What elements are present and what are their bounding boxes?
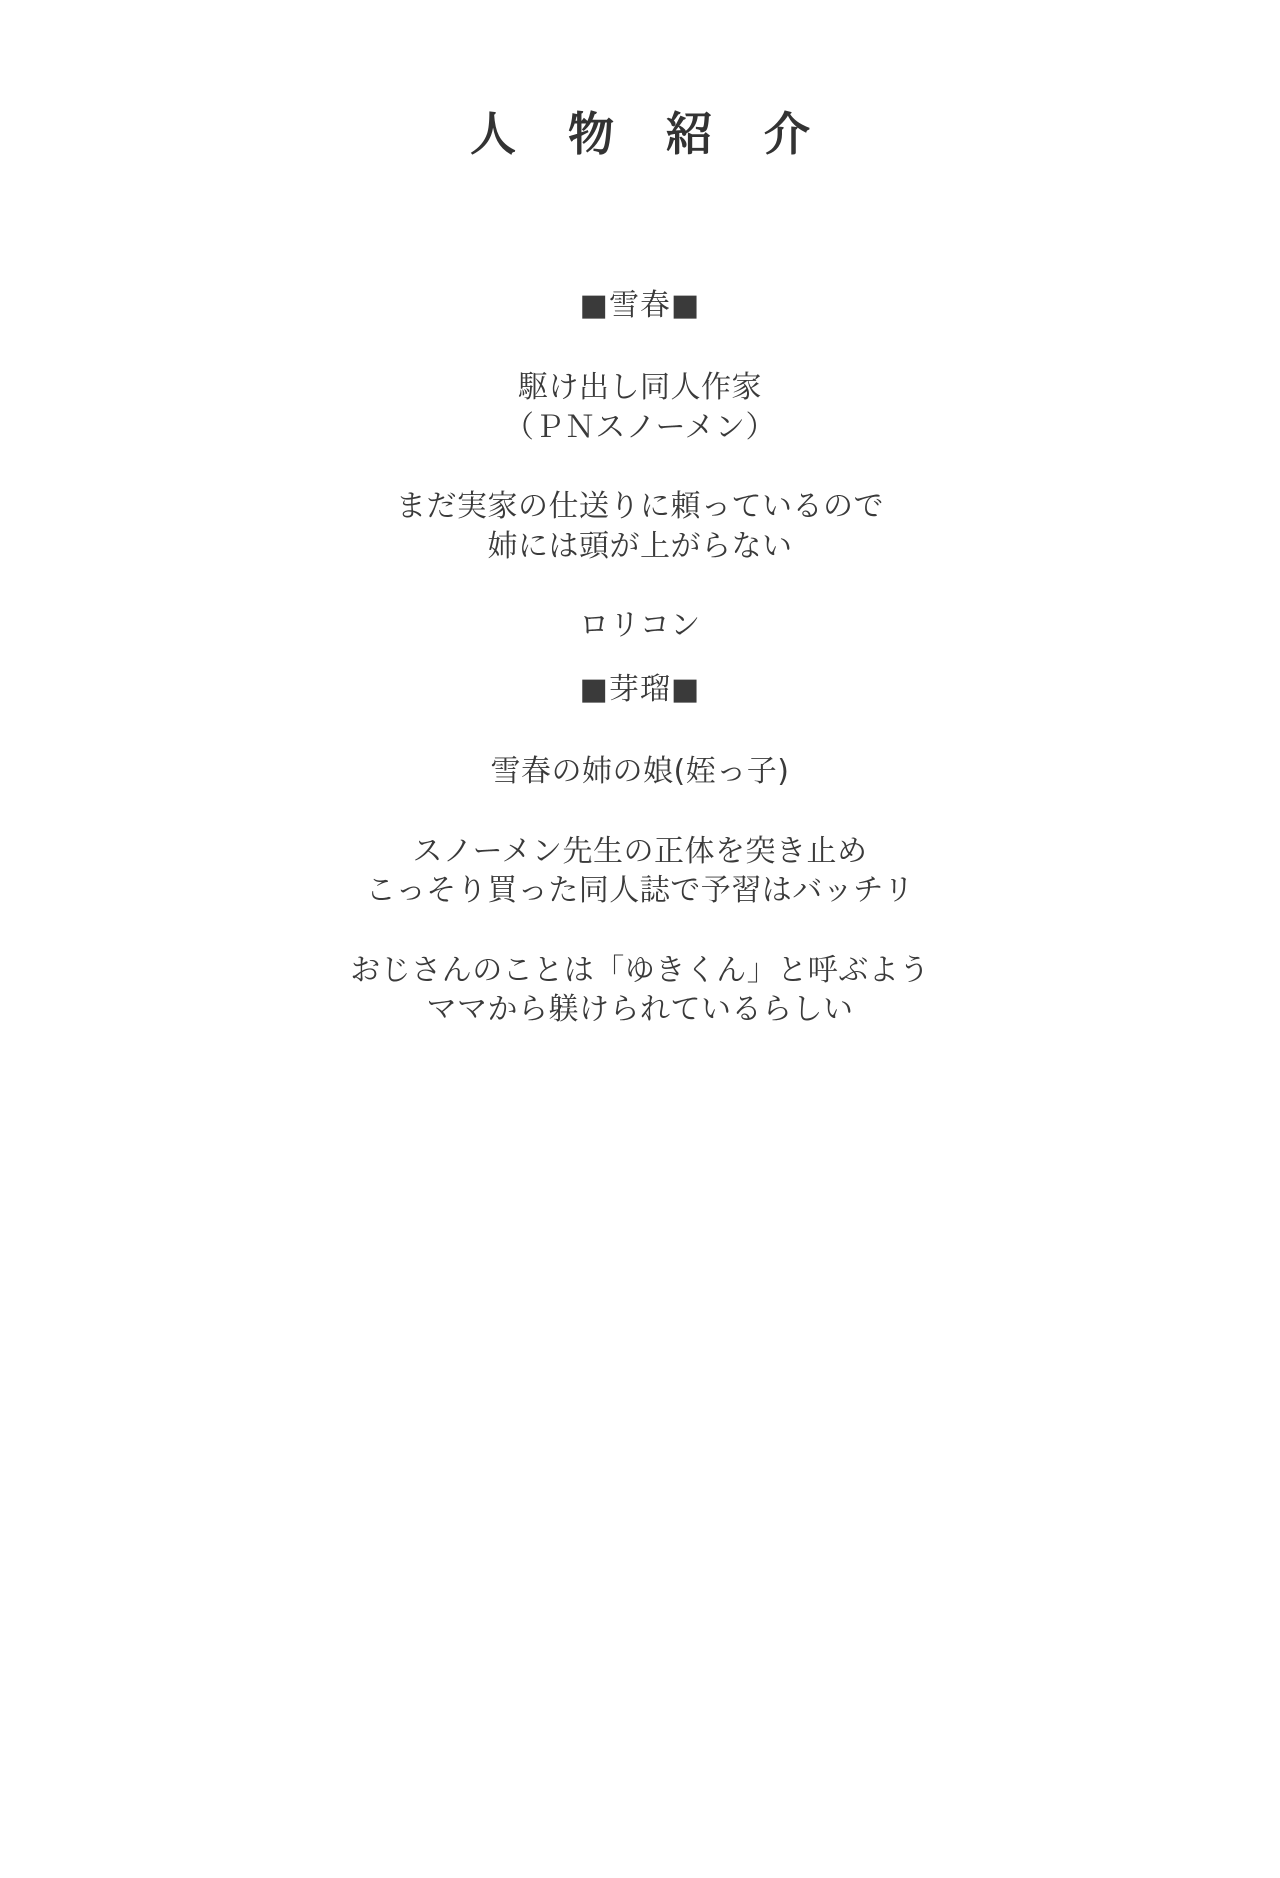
- character-name: ■芽瑠■: [579, 672, 701, 707]
- detail-line: おじさんのことは「ゆきくん」と呼ぶよう: [350, 952, 930, 988]
- detail-line: 駆け出し同人作家: [518, 370, 762, 405]
- character-detail-block: [0, 752, 1280, 792]
- detail-line: ママから躾けられているらしい: [426, 992, 854, 1028]
- detail-line: スノーメン先生の正体を突き止め: [412, 833, 868, 869]
- detail-line: 姉には頭が上がらない: [487, 528, 793, 564]
- detail-line: ロリコン: [579, 608, 701, 644]
- detail-line: 雪春の姉の娘(姪っ子): [490, 754, 790, 789]
- character-detail-block: [0, 832, 1280, 911]
- character-detail-block: [0, 487, 1280, 566]
- detail-line: まだ実家の仕送りに頼っているので: [396, 489, 884, 525]
- character-detail-block: [0, 951, 1280, 1030]
- page-title: 人 物 紹 介: [469, 107, 829, 161]
- character-section-meru: [0, 672, 1280, 1030]
- detail-line: こっそり買った同人誌で予習はバッチリ: [365, 873, 915, 909]
- character-detail-block: [0, 606, 1280, 646]
- detail-line: （ＰＮスノーメン）: [503, 409, 777, 445]
- character-section-yukiharu: [0, 288, 1280, 646]
- character-name: ■雪春■: [579, 288, 701, 323]
- character-detail-block: [0, 368, 1280, 447]
